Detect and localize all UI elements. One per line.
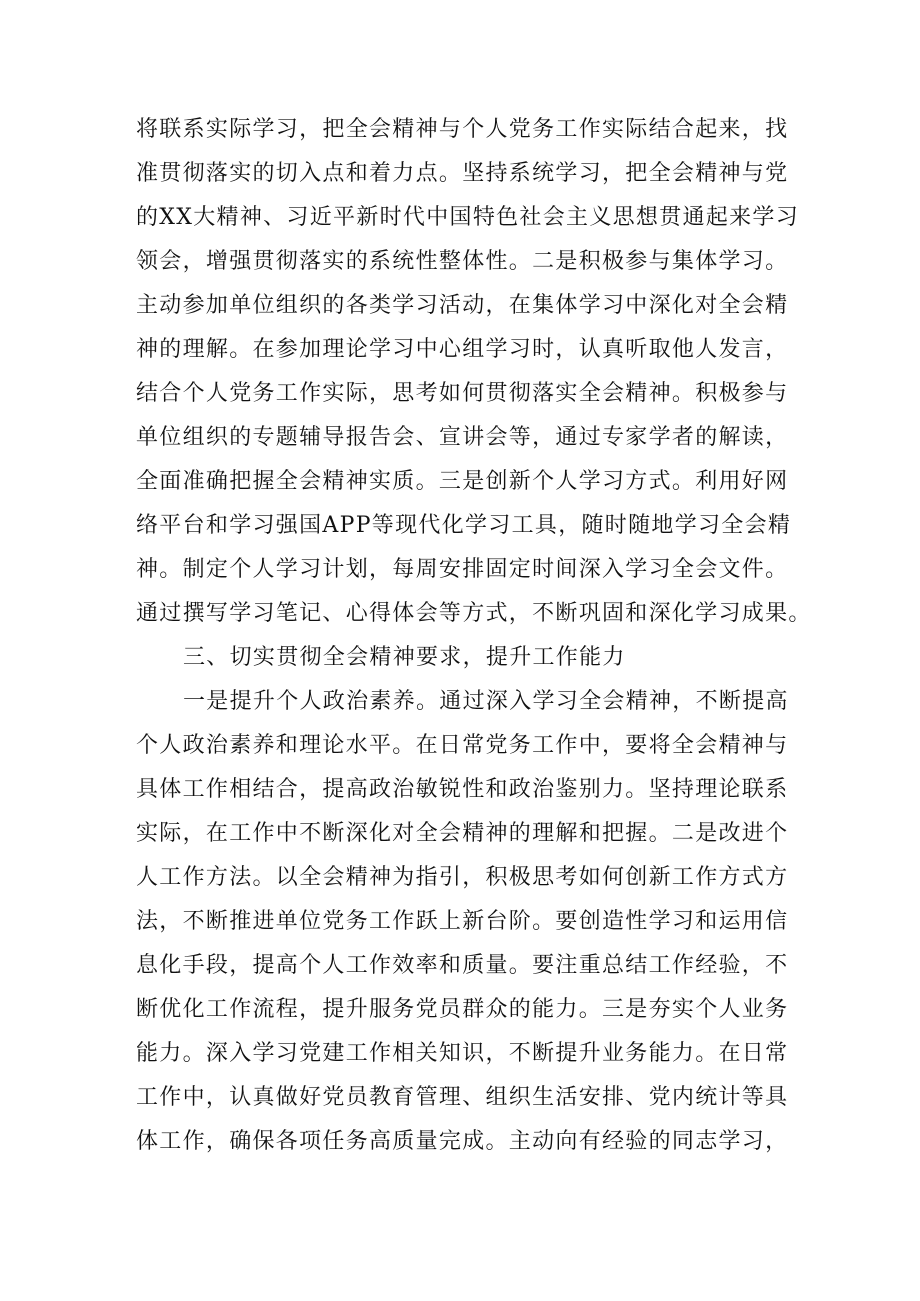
body-text-line: 的XX大精神、习近平新时代中国特色社会主义思想贯通起来学习 bbox=[136, 205, 800, 230]
body-text-line: 一是提升个人政治素养。通过深入学习全会精神，不断提高 bbox=[183, 689, 789, 714]
body-text-line: 体工作，确保各项任务高质量完成。主动向有经验的同志学习， bbox=[136, 1129, 789, 1154]
body-text-line: 息化手段，提高个人工作效率和质量。要注重总结工作经验，不 bbox=[136, 953, 789, 978]
body-text-line: 结合个人党务工作实际，思考如何贯彻落实全会精神。积极参与 bbox=[136, 381, 789, 406]
body-text-line: 络平台和学习强国APP等现代化学习工具，随时随地学习全会精 bbox=[136, 513, 792, 538]
body-text-line: 神的理解。在参加理论学习中心组学习时，认真听取他人发言， bbox=[136, 337, 789, 362]
body-text-line: 将联系实际学习，把全会精神与个人党务工作实际结合起来，找 bbox=[136, 117, 789, 142]
body-text-line: 通过撰写学习笔记、心得体会等方式，不断巩固和深化学习成果。 bbox=[136, 601, 812, 626]
body-text-line: 主动参加单位组织的各类学习活动，在集体学习中深化对全会精 bbox=[136, 293, 789, 318]
body-text-line: 法，不断推进单位党务工作跃上新台阶。要创造性学习和运用信 bbox=[136, 909, 789, 934]
body-text-line: 领会，增强贯彻落实的系统性整体性。二是积极参与集体学习。 bbox=[136, 249, 789, 274]
body-text-line: 实际，在工作中不断深化对全会精神的理解和把握。二是改进个 bbox=[136, 821, 789, 846]
body-text-line: 全面准确把握全会精神实质。三是创新个人学习方式。利用好网 bbox=[136, 469, 789, 494]
body-text-line: 工作中，认真做好党员教育管理、组织生活安排、党内统计等具 bbox=[136, 1085, 789, 1110]
body-text-line: 准贯彻落实的切入点和着力点。坚持系统学习，把全会精神与党 bbox=[136, 161, 789, 186]
body-text-line: 个人政治素养和理论水平。在日常党务工作中，要将全会精神与 bbox=[136, 733, 789, 758]
body-text-line: 人工作方法。以全会精神为指引，积极思考如何创新工作方式方 bbox=[136, 865, 789, 890]
body-text-line: 具体工作相结合，提高政治敏锐性和政治鉴别力。坚持理论联系 bbox=[136, 777, 789, 802]
body-text-line: 能力。深入学习党建工作相关知识，不断提升业务能力。在日常 bbox=[136, 1041, 789, 1066]
body-text-line: 断优化工作流程，提升服务党员群众的能力。三是夯实个人业务 bbox=[136, 997, 789, 1022]
body-text-line: 神。制定个人学习计划，每周安排固定时间深入学习全会文件。 bbox=[136, 557, 789, 582]
body-text-line: 单位组织的专题辅导报告会、宣讲会等，通过专家学者的解读， bbox=[136, 425, 789, 450]
section-heading: 三、切实贯彻全会精神要求，提升工作能力 bbox=[183, 645, 626, 670]
